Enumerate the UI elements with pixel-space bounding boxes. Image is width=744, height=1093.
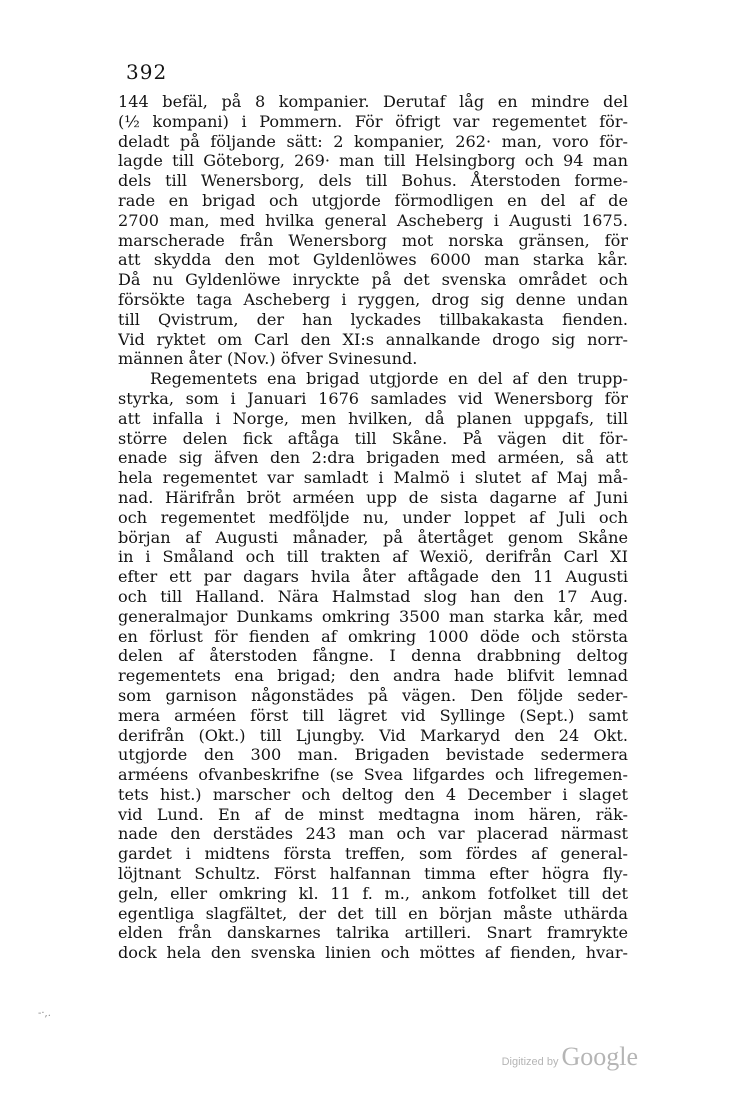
text-line: dock hela den svenska linien och möttes af fienden, hvar-: [118, 943, 628, 963]
text-line: dels till Wenersborg, dels till Bohus. Återstoden forme-: [118, 171, 628, 191]
text-line: arméens ofvanbeskrifne (se Svea lifgardes och lifregemen-: [118, 765, 628, 785]
margin-specks: -·,.: [38, 1008, 51, 1019]
text-line: deladt på följande sätt: 2 kompanier, 262· man, voro för-: [118, 131, 628, 151]
text-line: geln, eller omkring kl. 11 f. m., ankom fotfolket till det: [118, 883, 628, 903]
text-line: utgjorde den 300 man. Brigaden bevistade sedermera: [118, 745, 628, 765]
text-line: som garnison någonstädes på vägen. Den följde seder-: [118, 685, 628, 705]
text-line: männen åter (Nov.) öfver Svinesund.: [118, 349, 418, 369]
text-line: Då nu Gyldenlöwe inryckte på det svenska området och: [118, 270, 628, 290]
watermark-prefix: Digitized by: [501, 1056, 559, 1068]
text-line: elden från danskarnes talrika artilleri. Snart framrykte: [118, 923, 628, 943]
text-line: styrka, som i Januari 1676 samlades vid Wenersborg för: [118, 388, 628, 408]
text-line: enade sig äfven den 2:dra brigaden med arméen, så att: [118, 448, 628, 468]
digitized-watermark: [502, 1042, 638, 1072]
text-line: Regementets ena brigad utgjorde en del af den trupp-: [150, 369, 628, 389]
text-line: derifrån (Okt.) till Ljungby. Vid Markaryd den 24 Okt.: [118, 725, 628, 745]
text-line: en förlust för fienden af omkring 1000 döde och största: [118, 626, 628, 646]
text-line: att infalla i Norge, men hvilken, då planen uppgafs, till: [118, 408, 628, 428]
text-line: och regementet medföljde nu, under loppet af Juli och: [118, 507, 628, 527]
text-line: marscherade från Wenersborg mot norska gränsen, för: [118, 230, 628, 250]
text-line: nade den derstädes 243 man och var placerad närmast: [118, 824, 628, 844]
text-line: större delen fick aftåga till Skåne. På vägen dit för-: [118, 428, 628, 448]
text-line: och till Halland. Nära Halmstad slog han den 17 Aug.: [118, 586, 628, 606]
text-line: regementets ena brigad; den andra hade blifvit lemnad: [118, 666, 628, 686]
text-line: delen af återstoden fångne. I denna drabbning deltog: [118, 646, 628, 666]
page-number: 392: [126, 60, 168, 84]
text-line: att skydda den mot Gyldenlöwes 6000 man starka kår.: [118, 250, 628, 270]
text-line: 2700 man, med hvilka general Ascheberg i Augusti 1675.: [118, 210, 628, 230]
text-line: (½ kompani) i Pommern. För öfrigt var regementet för-: [118, 111, 628, 131]
text-line: Vid ryktet om Carl den XI:s annalkande drogo sig norr-: [118, 329, 628, 349]
text-line: efter ett par dagars hvila åter aftågade den 11 Augusti: [118, 567, 628, 587]
text-line: tets hist.) marscher och deltog den 4 December i slaget: [118, 784, 628, 804]
text-line: mera arméen först till lägret vid Syllinge (Sept.) samt: [118, 705, 628, 725]
text-line: rade en brigad och utgjorde förmodligen en del af de: [118, 190, 628, 210]
text-line: löjtnant Schultz. Först halfannan timma efter högra fly-: [118, 864, 628, 884]
text-line: vid Lund. En af de minst medtagna inom hären, räk-: [118, 804, 628, 824]
body-text: [118, 92, 628, 963]
text-line: 144 befäl, på 8 kompanier. Derutaf låg en mindre del: [118, 92, 628, 111]
text-line: generalmajor Dunkams omkring 3500 man starka kår, med: [118, 606, 628, 626]
text-line: gardet i midtens första treffen, som fördes af general-: [118, 844, 628, 864]
text-line: början af Augusti månader, på återtåget genom Skåne: [118, 527, 628, 547]
text-line: egentliga slagfältet, der det till en början måste uthärda: [118, 903, 628, 923]
text-line: till Qvistrum, der han lyckades tillbakakasta fienden.: [118, 309, 628, 329]
text-line: lagde till Göteborg, 269· man till Helsingborg och 94 man: [118, 151, 628, 171]
text-line: in i Småland och till trakten af Wexiö, derifrån Carl XI: [118, 547, 628, 567]
text-line: nad. Härifrån bröt arméen upp de sista dagarne af Juni: [118, 487, 628, 507]
text-line: hela regementet var samladt i Malmö i slutet af Maj må-: [118, 468, 628, 488]
google-logo: Google: [561, 1042, 638, 1071]
text-line: försökte taga Ascheberg i ryggen, drog sig denne undan: [118, 289, 628, 309]
